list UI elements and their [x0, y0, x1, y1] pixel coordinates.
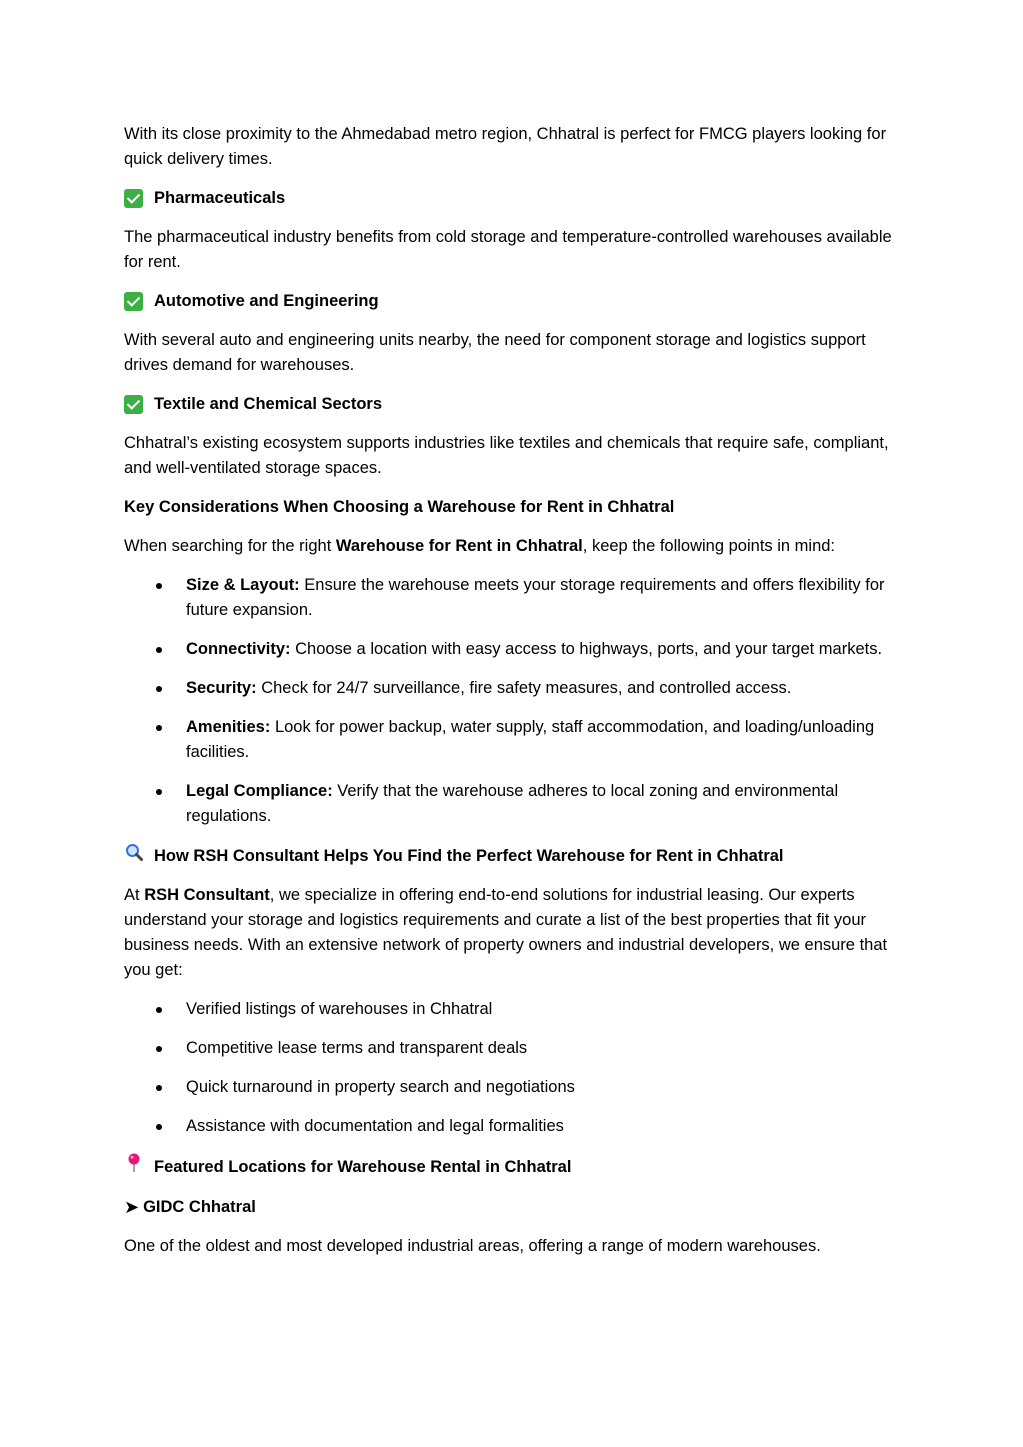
- item-text: Choose a location with easy access to highways, ports, and your target markets.: [290, 640, 883, 658]
- check-mark-icon: [124, 189, 143, 208]
- rsh-benefits-list: [124, 997, 894, 1139]
- section-heading-textile: [124, 392, 894, 417]
- list-item: Competitive lease terms and transparent deals: [186, 1036, 894, 1061]
- list-item: [186, 779, 894, 829]
- list-item: Assistance with documentation and legal formalities: [186, 1114, 894, 1139]
- item-label: Connectivity:: [186, 640, 291, 658]
- section-title: Pharmaceuticals: [154, 189, 286, 207]
- intro-text: , keep the following points in mind:: [582, 537, 836, 555]
- list-item: [186, 676, 894, 701]
- item-text: Verify that the warehouse adheres to local zoning and environmental regulations.: [186, 782, 839, 825]
- gidc-body: One of the oldest and most developed industrial areas, offering a range of modern warehouses.: [124, 1237, 821, 1255]
- section-body: With several auto and engineering units nearby, the need for component storage and logistics support drives demand for warehouses.: [124, 331, 866, 374]
- list-item: [186, 637, 894, 662]
- item-label: Legal Compliance:: [186, 782, 333, 800]
- featured-heading-text: Featured Locations for Warehouse Rental in Chhatral: [154, 1157, 572, 1176]
- arrowhead-icon: ➤: [124, 1197, 140, 1217]
- rsh-company-name: RSH Consultant: [144, 886, 270, 904]
- item-label: Security:: [186, 679, 257, 697]
- considerations-intro: [124, 534, 894, 559]
- intro-keyword: Warehouse for Rent in Chhatral: [335, 537, 583, 555]
- item-text: Ensure the warehouse meets your storage requirements and offers flexibility for future expansion.: [186, 576, 885, 619]
- section-title: Textile and Chemical Sectors: [154, 395, 383, 413]
- check-mark-icon: [124, 395, 143, 414]
- list-item: [186, 573, 894, 623]
- item-text: Check for 24/7 surveillance, fire safety measures, and controlled access.: [256, 679, 792, 697]
- section-heading-automotive: [124, 289, 894, 314]
- item-label: Size & Layout:: [186, 576, 300, 594]
- list-item: Verified listings of warehouses in Chhatral: [186, 997, 894, 1022]
- intro-text: When searching for the right: [124, 537, 336, 555]
- item-label: Amenities:: [186, 718, 271, 736]
- magnifying-glass-icon: [124, 843, 144, 869]
- gidc-heading-text: GIDC Chhatral: [143, 1198, 256, 1216]
- featured-heading: [124, 1153, 894, 1181]
- gidc-heading: [124, 1195, 894, 1220]
- document-page: [124, 122, 894, 1273]
- list-item: Quick turnaround in property search and negotiations: [186, 1075, 894, 1100]
- considerations-list: [124, 573, 894, 829]
- round-pushpin-icon: [124, 1153, 144, 1181]
- section-body: Chhatral’s existing ecosystem supports industries like textiles and chemicals that require safe, compliant, and well-ventilated storage spaces.: [124, 434, 889, 477]
- fmcg-paragraph: With its close proximity to the Ahmedabad metro region, Chhatral is perfect for FMCG players looking for quick delivery times.: [124, 125, 887, 168]
- section-heading-pharmaceuticals: [124, 186, 894, 211]
- rsh-body: [124, 883, 894, 983]
- section-title: Automotive and Engineering: [154, 292, 379, 310]
- check-mark-icon: [124, 292, 143, 311]
- rsh-body-text: , we specialize in offering end-to-end solutions for industrial leasing. Our experts understand your storage and logistics requirements and curate a list of the best properties that fit your business needs. With an extensive network of property owners and industrial developers, we ensure that you get:: [124, 886, 888, 979]
- item-text: Look for power backup, water supply, staff accommodation, and loading/unloading facilities.: [186, 718, 875, 761]
- section-body: The pharmaceutical industry benefits from cold storage and temperature-controlled warehouses available for rent.: [124, 228, 892, 271]
- list-item: [186, 715, 894, 765]
- rsh-heading-text: How RSH Consultant Helps You Find the Perfect Warehouse for Rent in Chhatral: [154, 846, 784, 865]
- considerations-heading: Key Considerations When Choosing a Warehouse for Rent in Chhatral: [124, 498, 675, 516]
- rsh-body-text: At: [124, 886, 145, 904]
- rsh-heading: [124, 843, 894, 869]
